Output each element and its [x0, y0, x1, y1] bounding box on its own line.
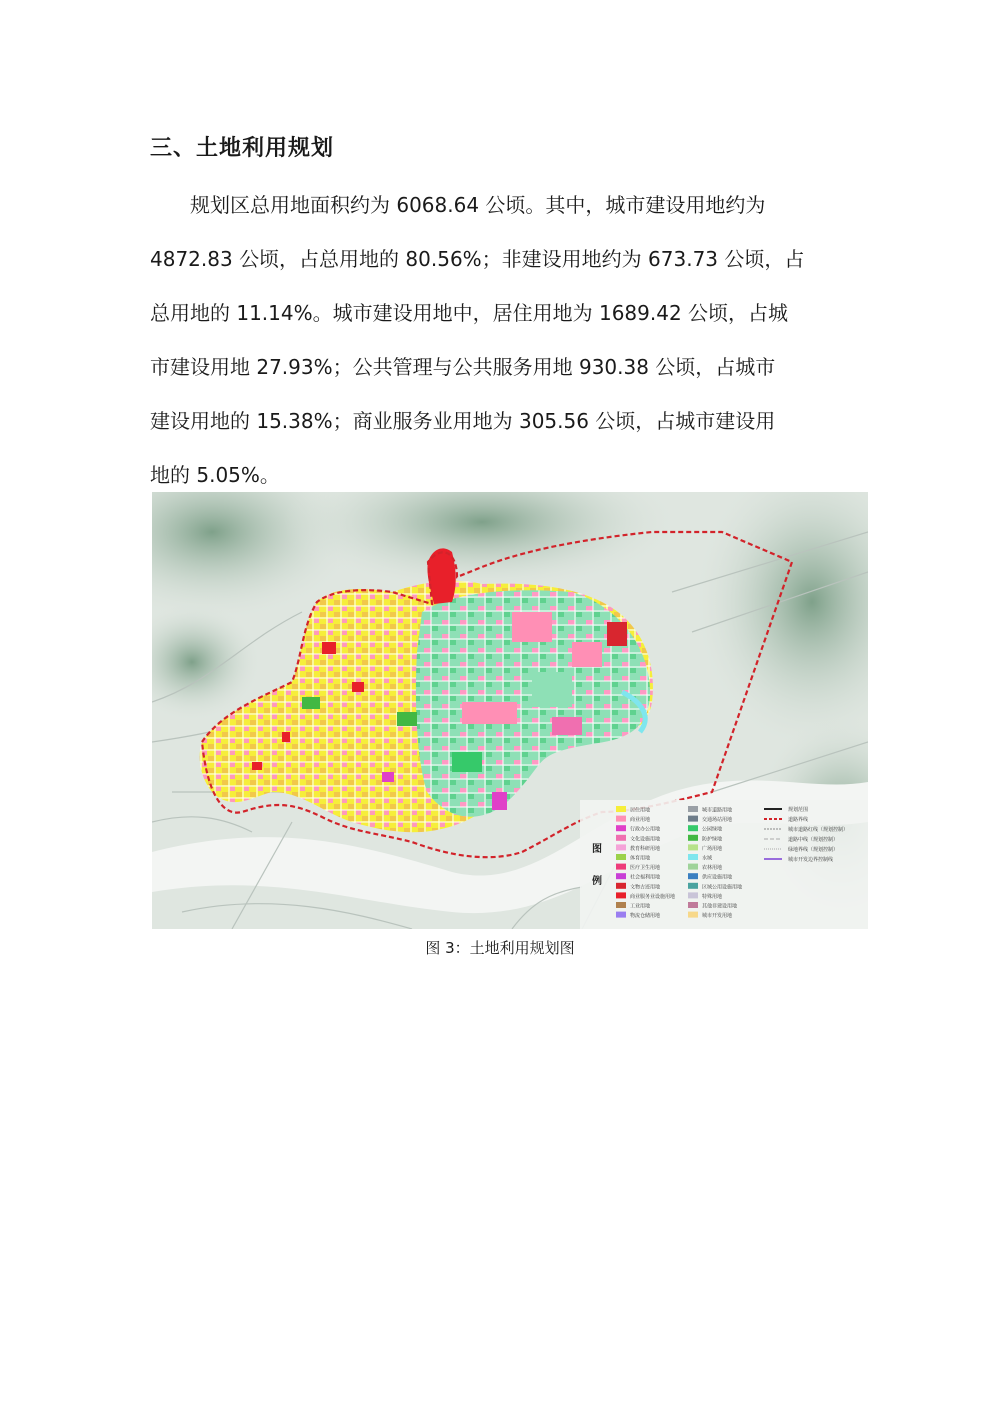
legend-label: 工业用地: [630, 903, 651, 910]
legend-swatch: [616, 912, 626, 918]
legend-label: 医疗卫生用地: [630, 865, 661, 872]
legend-label: 行政办公用地: [630, 826, 661, 833]
legend-label: 交通场站用地: [702, 817, 733, 824]
legend-label: 特殊用地: [702, 893, 723, 900]
legend-swatch: [688, 883, 698, 889]
legend-label: 道路界线: [788, 817, 809, 823]
legend-swatch: [616, 864, 626, 870]
legend-swatch: [688, 806, 698, 812]
legend-label: 城市道路红线（规划控制）: [788, 827, 849, 833]
legend-swatch: [616, 825, 626, 831]
legend-label: 社会福利用地: [630, 874, 661, 881]
legend-swatch: [616, 873, 626, 879]
legend-swatch: [616, 835, 626, 841]
legend-swatch: [616, 902, 626, 908]
legend-swatch: [616, 806, 626, 812]
legend-label: 区域公用设施用地: [702, 884, 743, 891]
paragraph-line: 规划区总用地面积约为 6068.64 公顷。其中，城市建设用地约为: [150, 193, 766, 217]
legend-label: 城市道路用地: [702, 807, 733, 814]
legend-label: 城市开发用地: [702, 913, 733, 920]
legend-swatch: [688, 854, 698, 860]
legend-label: 水域: [702, 855, 713, 862]
legend-label: 防护绿地: [702, 836, 723, 843]
legend-label: 农林用地: [702, 865, 723, 872]
paragraph-line: 地的 5.05%。: [150, 463, 280, 487]
legend-swatch: [616, 892, 626, 898]
legend-title: 图: [592, 844, 602, 855]
legend-label: 文物古迹用地: [630, 884, 661, 891]
paragraph-line: 市建设用地 27.93%；公共管理与公共服务用地 930.38 公顷，占城市: [150, 355, 776, 379]
legend-label: 文化设施用地: [630, 836, 661, 843]
legend-label: 物流仓储用地: [630, 913, 661, 920]
legend-label: 城市开发边界控制线: [788, 857, 834, 863]
legend-swatch: [688, 892, 698, 898]
paragraph-line: 4872.83 公顷，占总用地的 80.56%；非建设用地约为 673.73 公顷，占: [150, 247, 805, 271]
legend-label: 商业服务业设施用地: [630, 893, 676, 900]
legend-swatch: [688, 902, 698, 908]
legend-swatch: [616, 883, 626, 889]
land-use-map: [152, 492, 868, 929]
legend-swatch: [616, 854, 626, 860]
legend-label: 其他非建设用地: [702, 903, 738, 910]
legend-label: 绿地界线（规划控制）: [788, 847, 839, 853]
legend-label: 商业用地: [630, 817, 651, 824]
legend-swatch: [688, 835, 698, 841]
paragraph-line: 建设用地的 15.38%；商业服务业用地为 305.56 公顷，占城市建设用: [150, 409, 776, 433]
legend-label: 公园绿地: [702, 826, 723, 833]
legend-label: 体育用地: [630, 855, 651, 862]
legend-swatch: [688, 816, 698, 822]
legend-swatch: [688, 864, 698, 870]
map-legend: [580, 800, 868, 929]
legend-swatch: [688, 912, 698, 918]
figure-caption: 图 3：土地利用规划图: [425, 939, 575, 957]
paragraph-line: 总用地的 11.14%。城市建设用地中，居住用地为 1689.42 公顷，占城: [150, 301, 789, 325]
land-use-map-graphic: [152, 492, 868, 929]
legend-label: 教育科研用地: [630, 845, 661, 852]
legend-swatch: [616, 844, 626, 850]
legend-label: 广场用地: [702, 845, 723, 852]
legend-swatch: [616, 816, 626, 822]
legend-swatch: [688, 825, 698, 831]
section-title: 三、土地利用规划: [150, 136, 335, 161]
legend-label: 供应设施用地: [702, 874, 733, 881]
body-paragraph: [150, 178, 853, 502]
legend-label: 规划范围: [788, 807, 809, 813]
legend-title: 例: [592, 876, 602, 887]
legend-swatch: [688, 844, 698, 850]
legend-swatch: [688, 873, 698, 879]
legend-label: 道路中线（规划控制）: [788, 837, 839, 843]
legend-label: 居住用地: [630, 807, 651, 814]
